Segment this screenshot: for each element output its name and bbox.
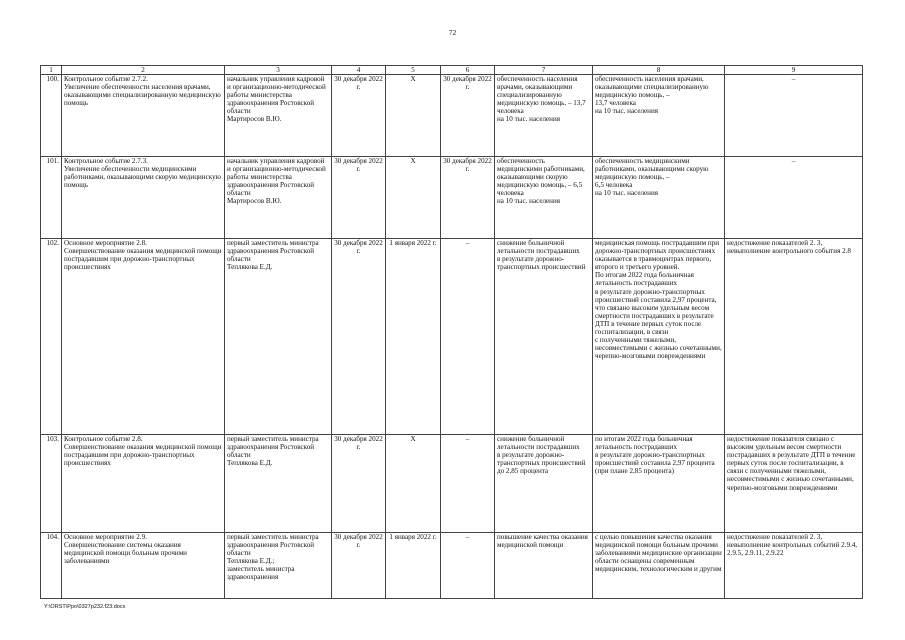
- responsible-cell: начальник управления кадровой и организационно-методической работы министерства здравоохранения Ростовской области Мартиросов В.Ю.: [225, 157, 332, 239]
- column-header: 5: [386, 66, 441, 75]
- expected-result-cell: снижение больничной летальности пострадавших в результате дорожно-транспортных происшествий: [495, 239, 593, 435]
- column-header: 1: [41, 66, 62, 75]
- actual-end-cell: –: [441, 435, 495, 533]
- planned-end-cell: 30 декабря 2022 г.: [332, 435, 386, 533]
- column-header: 9: [725, 66, 863, 75]
- achieved-result-cell: медицинская помощь пострадавшим при дорожно-транспортных происшествиях оказывается в травмоцентрах первого, второго и третьего уровней. По итогам 2022 года больничная летальность пострадавших в результате дорожно-транспортных происшествий составила 2,97 процента, что связано высоким удельным весом смертности пострадавших в результате ДТП в течение первых суток после госпитализации, в связи с полученными тяжелыми, несовместимыми с жизнью сочетанными, черепно-мозговыми повреждениями: [593, 239, 725, 435]
- problems-cell: –: [725, 157, 863, 239]
- start-cell: Х: [386, 157, 441, 239]
- column-number-row: [41, 66, 863, 75]
- responsible-cell: начальник управления кадровой и организационно-методической работы министерства здравоохранения Ростовской области Мартиросов В.Ю.: [225, 75, 332, 157]
- column-header: 8: [593, 66, 725, 75]
- actual-end-cell: –: [441, 533, 495, 599]
- event-cell: Контрольное событие 2.7.2. Увеличение обеспеченности населения врачами, оказывающими специализированную медицинскую помощь: [62, 75, 225, 157]
- problems-cell: недостижение показателей 2. 3, невыполнение контрольного события 2.8: [725, 239, 863, 435]
- table-row: [41, 75, 863, 157]
- expected-result-cell: обеспеченность населения врачами, оказывающими специализированную медицинскую помощь, – 13,7 человека на 10 тыс. населения: [495, 75, 593, 157]
- column-header: 3: [225, 66, 332, 75]
- expected-result-cell: повышение качества оказания медицинской помощи: [495, 533, 593, 599]
- column-header: 2: [62, 66, 225, 75]
- row-number: 104.: [41, 533, 62, 599]
- responsible-cell: первый заместитель министра здравоохранения Ростовской области Теплякова Е.Д.: [225, 239, 332, 435]
- event-cell: Основное мероприятие 2.8. Совершенствование оказания медицинской помощи пострадавшим при дорожно-транспортных происшествиях: [62, 239, 225, 435]
- responsible-cell: первый заместитель министра здравоохранения Ростовской области Теплякова Е.Д.: [225, 435, 332, 533]
- column-header: 7: [495, 66, 593, 75]
- start-cell: Х: [386, 75, 441, 157]
- table-row: [41, 239, 863, 435]
- event-cell: Контрольное событие 2.8. Совершенствование оказания медицинской помощи пострадавшим при дорожно-транспортных происшествиях: [62, 435, 225, 533]
- planned-end-cell: 30 декабря 2022 г.: [332, 75, 386, 157]
- actual-end-cell: 30 декабря 2022 г.: [441, 157, 495, 239]
- row-number: 103.: [41, 435, 62, 533]
- column-header: 4: [332, 66, 386, 75]
- actual-end-cell: 30 декабря 2022 г.: [441, 75, 495, 157]
- page-number: 72: [448, 28, 457, 37]
- expected-result-cell: обеспеченность медицинскими работниками, оказывающими скорую медицинскую помощь, – 6,5 человека на 10 тыс. населения: [495, 157, 593, 239]
- planned-end-cell: 30 декабря 2022 г.: [332, 157, 386, 239]
- row-number: 101.: [41, 157, 62, 239]
- responsible-cell: первый заместитель министра здравоохранения Ростовской области Теплякова Е.Д.; заместитель министра здравоохранения: [225, 533, 332, 599]
- table-row: [41, 157, 863, 239]
- achieved-result-cell: с целью повышения качества оказания медицинской помощи больным прочими заболеваниями медицинские организации области оснащены современным медицинским, технологическим и другим: [593, 533, 725, 599]
- problems-cell: –: [725, 75, 863, 157]
- expected-result-cell: снижение больничной летальности пострадавших в результате дорожно-транспортных происшествий до 2,85 процента: [495, 435, 593, 533]
- achieved-result-cell: по итогам 2022 года больничная летальность пострадавших в результате дорожно-транспортных происшествий составила 2,97 процента (при плане 2,85 процента): [593, 435, 725, 533]
- achieved-result-cell: обеспеченность населения врачами, оказывающими специализированную медицинскую помощь, – 13,7 человека на 10 тыс. населения: [593, 75, 725, 157]
- start-cell: Х: [386, 435, 441, 533]
- problems-cell: недостижение показателей 2. 3, невыполнение контрольных событий 2.9.4, 2.9.5, 2.9.11, 2.9.22: [725, 533, 863, 599]
- report-table: [40, 65, 863, 599]
- planned-end-cell: 30 декабря 2022 г.: [332, 239, 386, 435]
- table-row: [41, 435, 863, 533]
- start-cell: 1 января 2022 г.: [386, 533, 441, 599]
- row-number: 102.: [41, 239, 62, 435]
- event-cell: Контрольное событие 2.7.3. Увеличение обеспеченности медицинскими работниками, оказывающими скорую медицинскую помощь: [62, 157, 225, 239]
- problems-cell: недостижение показателя связано с высоким удельным весом смертности пострадавших в результате ДТП в течение первых суток после госпитализации, в связи с полученными тяжелыми, несовместимыми с жизнью сочетанными, черепно-мозговыми повреждениями: [725, 435, 863, 533]
- achieved-result-cell: обеспеченность медицинскими работниками, оказывающими скорую медицинскую помощь, – 6,5 человека на 10 тыс. населения: [593, 157, 725, 239]
- column-header: 6: [441, 66, 495, 75]
- row-number: 100.: [41, 75, 62, 157]
- start-cell: 1 января 2022 г.: [386, 239, 441, 435]
- event-cell: Основное мероприятие 2.9. Совершенствование системы оказания медицинской помощи больным прочими заболеваниями: [62, 533, 225, 599]
- actual-end-cell: –: [441, 239, 495, 435]
- planned-end-cell: 30 декабря 2022 г.: [332, 533, 386, 599]
- table-row: [41, 533, 863, 599]
- file-path-footer: Y:\ORST\Ppo\0327p232.f23.docx: [44, 604, 126, 610]
